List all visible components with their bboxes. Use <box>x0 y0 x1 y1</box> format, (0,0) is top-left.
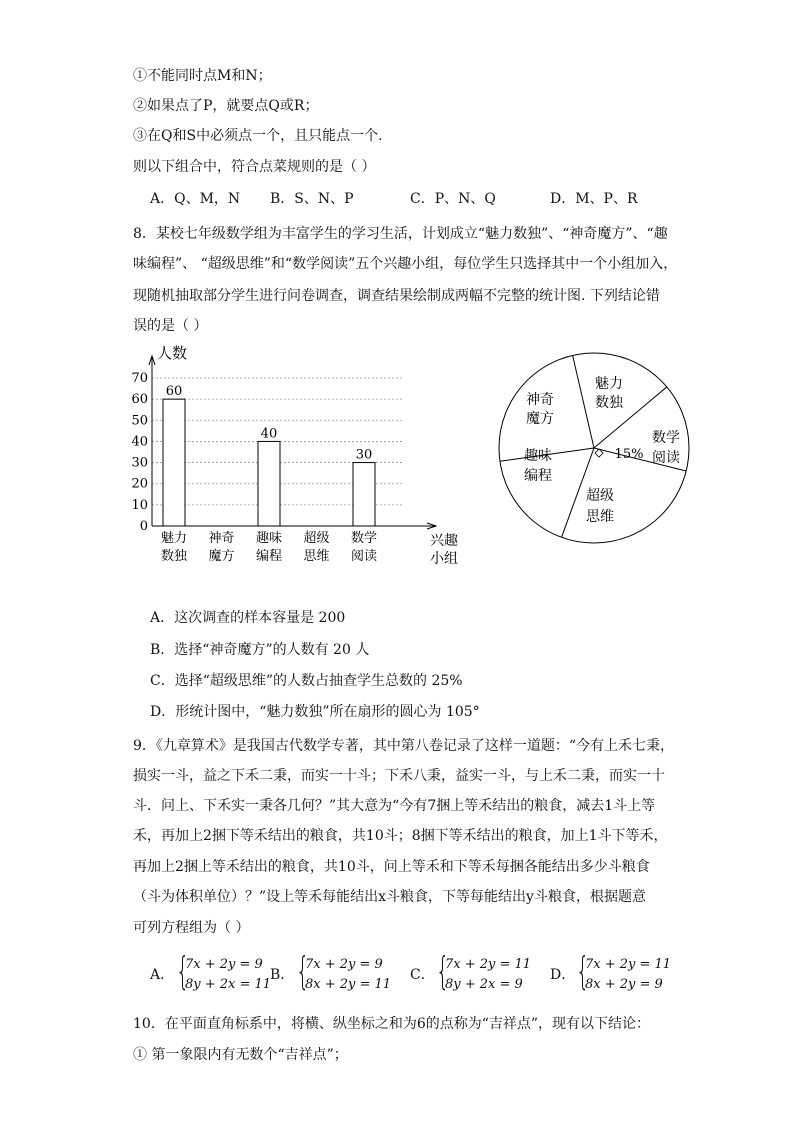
y-tick-label: 40 <box>131 434 148 450</box>
q8-option-d: D．形统计图中，“魅力数独”所在扇形的圆心为 105° <box>150 704 480 720</box>
bar-value-label: 40 <box>260 426 278 442</box>
x-axis-label: 兴趣 <box>430 533 458 549</box>
q8-line-1: 8．某校七年级数学组为丰富学生的学习生活，计划成立“魅力数独”、“神奇魔方”、“趣 <box>133 226 668 242</box>
pie-percent-label: 15% <box>614 447 644 462</box>
q7-prompt: 则以下组合中，符合点菜规则的是（ ） <box>133 159 376 175</box>
x-tick-label: 趣味 <box>255 531 283 546</box>
q8-option-b: B．选择“神奇魔方”的人数有 20 人 <box>150 642 370 658</box>
x-tick-label: 神奇 <box>208 531 235 546</box>
bar-value-label: 30 <box>355 447 373 463</box>
y-tick-label: 70 <box>131 371 148 386</box>
x-tick-label: 思维 <box>303 549 330 564</box>
pie-slice-label: 魅力 <box>595 376 623 392</box>
q9-line-4: 禾，再加上2捆下等禾结出的粮食，共10斗；8捆下等禾结出的粮食，加上1斗下等禾， <box>133 828 668 844</box>
pie-slice-label: 数学 <box>652 430 680 446</box>
q8-option-a: A．这次调查的样本容量是 200 <box>150 610 346 626</box>
y-axis-label: 人数 <box>157 344 188 362</box>
pie-slice-label: 思维 <box>586 509 614 525</box>
x-tick-label: 魔方 <box>208 549 235 564</box>
pie-slice-label: 数独 <box>595 395 623 411</box>
x-axis-label: 小组 <box>430 551 458 567</box>
q10-line-1: 10．在平面直角标系中，将横、纵坐标之和为6的点称为“吉祥点”，现有以下结论： <box>133 1016 651 1032</box>
rule-2: ②如果点了P，就要点Q或R； <box>133 98 319 114</box>
q8-line-3: 现随机抽取部分学生进行问卷调查，调查结果绘制成两幅不完整的统计图. 下列结论错 <box>133 288 660 304</box>
q7-option-c: C．P、N、Q <box>410 191 496 207</box>
x-tick-label: 超级 <box>303 531 330 546</box>
pie-slice-label: 超级 <box>586 488 614 504</box>
pie-slice-label: 神奇 <box>526 392 554 408</box>
rule-3: ③在Q和S中必须点一个，且只能点一个. <box>133 128 383 144</box>
q9-line-5: 再加上2捆上等禾结出的粮食，共10斗，问上等禾和下等禾每捆各能结出多少斗粮食 <box>133 859 650 875</box>
pie-slice-label: 趣味 <box>524 448 552 464</box>
pie-slice-label: 魔方 <box>526 411 554 427</box>
x-tick-label: 阅读 <box>350 549 378 564</box>
y-tick-label: 0 <box>139 519 148 534</box>
q7-option-a: A．Q、M，N <box>150 191 241 207</box>
q8-option-c: C．选择“超级思维”的人数占抽查学生总数的 25% <box>150 673 463 689</box>
bar-chart <box>130 340 470 575</box>
pie-chart <box>496 350 696 550</box>
q8-line-4: 误的是（ ） <box>133 318 208 334</box>
x-tick-label: 数学 <box>350 531 378 546</box>
bar <box>353 463 375 526</box>
rule-1: ①不能同时点M和N； <box>133 68 272 84</box>
q9-line-2: 损实一斗，益之下禾二秉，而实一十斗；下禾八秉，益实一斗，与上禾二秉，而实一十 <box>133 768 665 784</box>
q10-line-2: ① 第一象限内有无数个“吉祥点”； <box>133 1047 348 1063</box>
q7-option-d: D．M、P、R <box>550 191 638 207</box>
bar <box>258 441 280 526</box>
q9-line-6: （斗为体积单位）？”设上等禾每能结出x斗粮食，下等每能结出y斗粮食，根据题意 <box>133 889 646 905</box>
q9-line-3: 斗．问上、下禾实一秉各几何？”其大意为“今有7捆上等禾结出的粮食，减去1斗上等 <box>133 798 656 814</box>
y-tick-label: 20 <box>131 476 148 492</box>
y-tick-label: 50 <box>131 413 148 429</box>
bar-value-label: 60 <box>165 384 183 400</box>
pie-slice-label: 阅读 <box>652 450 680 466</box>
pie-slice-label: 编程 <box>524 468 552 484</box>
x-tick-label: 数独 <box>160 549 188 564</box>
x-tick-label: 魅力 <box>160 531 188 546</box>
y-tick-label: 60 <box>131 392 148 408</box>
q7-option-b: B．S、N、P <box>270 191 354 207</box>
bar <box>163 399 185 526</box>
y-tick-label: 30 <box>131 455 148 471</box>
y-tick-label: 10 <box>131 497 148 513</box>
q9-line-1: 9．《九章算术》是我国古代数学专著，其中第八卷记录了这样一道题：“今有上禾七秉， <box>133 738 675 754</box>
x-tick-label: 编程 <box>255 549 283 564</box>
q9-line-7: 可列方程组为（ ） <box>133 920 250 936</box>
q8-line-2: 味编程”、 “超级思维”和“数学阅读”五个兴趣小组，每位学生只选择其中一个小组加入， <box>133 256 678 272</box>
